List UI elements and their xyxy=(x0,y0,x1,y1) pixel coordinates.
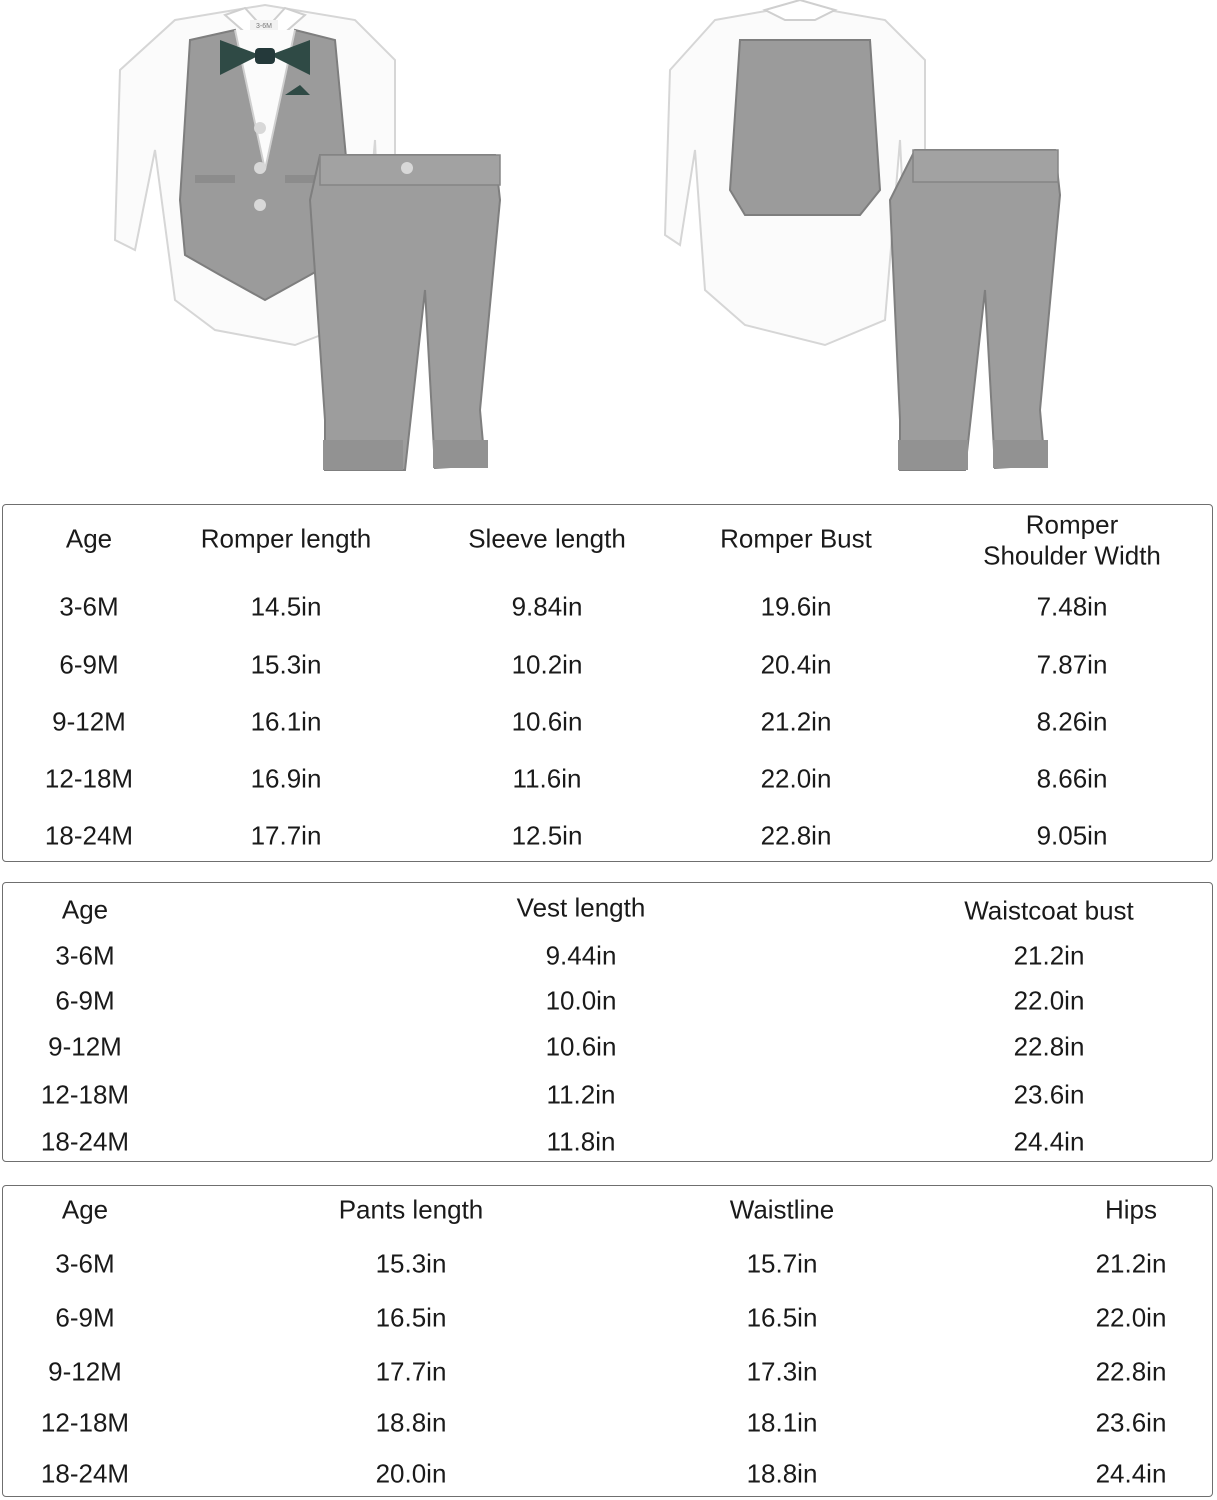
table-cell: 18.1in xyxy=(746,1407,818,1438)
table-cell: 12-18M xyxy=(40,1407,130,1438)
column-header-shoulder-line1: Romper xyxy=(1025,509,1119,540)
table-cell: 11.6in xyxy=(512,763,582,794)
table-cell: 9-12M xyxy=(48,1356,122,1387)
column-header-sleeve-length: Sleeve length xyxy=(468,523,626,554)
column-header-shoulder-line2: Shoulder Width xyxy=(983,540,1161,571)
table-cell: 19.6in xyxy=(760,591,832,622)
table-cell: 12-18M xyxy=(40,1079,130,1110)
table-cell: 11.8in xyxy=(546,1126,616,1157)
outfit-back-drawing xyxy=(655,0,1075,480)
table-cell: 10.6in xyxy=(545,1031,617,1062)
table-cell: 22.0in xyxy=(1095,1302,1167,1333)
column-header-romper-length: Romper length xyxy=(200,523,372,554)
table-cell: 22.8in xyxy=(1013,1031,1085,1062)
table-cell: 9-12M xyxy=(52,706,126,737)
table-cell: 21.2in xyxy=(760,706,832,737)
table-cell: 15.3in xyxy=(250,649,322,680)
table-cell: 17.7in xyxy=(375,1356,447,1387)
table-cell: 8.66in xyxy=(1036,763,1108,794)
pants-size-table xyxy=(2,1185,1213,1497)
table-cell: 22.0in xyxy=(760,763,832,794)
table-cell: 20.0in xyxy=(375,1458,447,1489)
outfit-front-drawing xyxy=(95,0,515,480)
table-cell: 3-6M xyxy=(59,591,119,622)
table-cell: 22.8in xyxy=(1095,1356,1167,1387)
table-cell: 18.8in xyxy=(375,1407,447,1438)
table-cell: 18-24M xyxy=(44,820,134,851)
table-cell: 9-12M xyxy=(48,1031,122,1062)
column-header-waistcoat-bust: Waistcoat bust xyxy=(964,895,1134,926)
table-cell: 18-24M xyxy=(40,1458,130,1489)
column-header-pants-length: Pants length xyxy=(338,1194,484,1225)
table-cell: 17.7in xyxy=(250,820,322,851)
table-cell: 15.3in xyxy=(375,1248,447,1279)
table-cell: 6-9M xyxy=(55,985,115,1016)
outfit-front-image xyxy=(95,0,515,480)
outfit-back-image xyxy=(655,0,1075,480)
table-cell: 21.2in xyxy=(1013,940,1085,971)
column-header-waistline: Waistline xyxy=(729,1194,835,1225)
table-cell: 7.48in xyxy=(1036,591,1108,622)
table-cell: 9.84in xyxy=(511,591,583,622)
table-cell: 20.4in xyxy=(760,649,832,680)
table-cell: 16.5in xyxy=(746,1302,818,1333)
table-cell: 14.5in xyxy=(250,591,322,622)
size-tag-label: 3-6M xyxy=(256,23,272,30)
table-cell: 22.0in xyxy=(1013,985,1085,1016)
table-cell: 16.1in xyxy=(250,706,322,737)
table-cell: 18.8in xyxy=(746,1458,818,1489)
table-cell: 9.05in xyxy=(1036,820,1108,851)
table-cell: 9.44in xyxy=(545,940,617,971)
table-cell: 21.2in xyxy=(1095,1248,1167,1279)
table-cell: 10.6in xyxy=(511,706,583,737)
table-cell: 16.5in xyxy=(375,1302,447,1333)
table-cell: 15.7in xyxy=(746,1248,818,1279)
table-cell: 10.2in xyxy=(511,649,583,680)
table-cell: 12.5in xyxy=(511,820,583,851)
column-header-age: Age xyxy=(61,894,109,925)
table-cell: 8.26in xyxy=(1036,706,1108,737)
column-header-age: Age xyxy=(61,1194,109,1225)
table-cell: 22.8in xyxy=(760,820,832,851)
table-cell: 24.4in xyxy=(1013,1126,1085,1157)
table-cell: 11.2in xyxy=(546,1079,616,1110)
table-cell: 12-18M xyxy=(44,763,134,794)
vest-size-table xyxy=(2,882,1213,1162)
table-cell: 7.87in xyxy=(1036,649,1108,680)
column-header-romper-bust: Romper Bust xyxy=(720,523,872,554)
romper-size-table xyxy=(2,504,1213,862)
table-cell: 18-24M xyxy=(40,1126,130,1157)
table-cell: 6-9M xyxy=(55,1302,115,1333)
column-header-vest-length: Vest length xyxy=(516,892,646,923)
table-cell: 6-9M xyxy=(59,649,119,680)
table-cell: 17.3in xyxy=(746,1356,818,1387)
table-cell: 16.9in xyxy=(250,763,322,794)
table-cell: 24.4in xyxy=(1095,1458,1167,1489)
table-cell: 10.0in xyxy=(545,985,617,1016)
column-header-hips: Hips xyxy=(1104,1194,1158,1225)
table-cell: 23.6in xyxy=(1095,1407,1167,1438)
column-header-age: Age xyxy=(65,523,113,554)
table-cell: 23.6in xyxy=(1013,1079,1085,1110)
table-cell: 3-6M xyxy=(55,1248,115,1279)
table-cell: 3-6M xyxy=(55,940,115,971)
